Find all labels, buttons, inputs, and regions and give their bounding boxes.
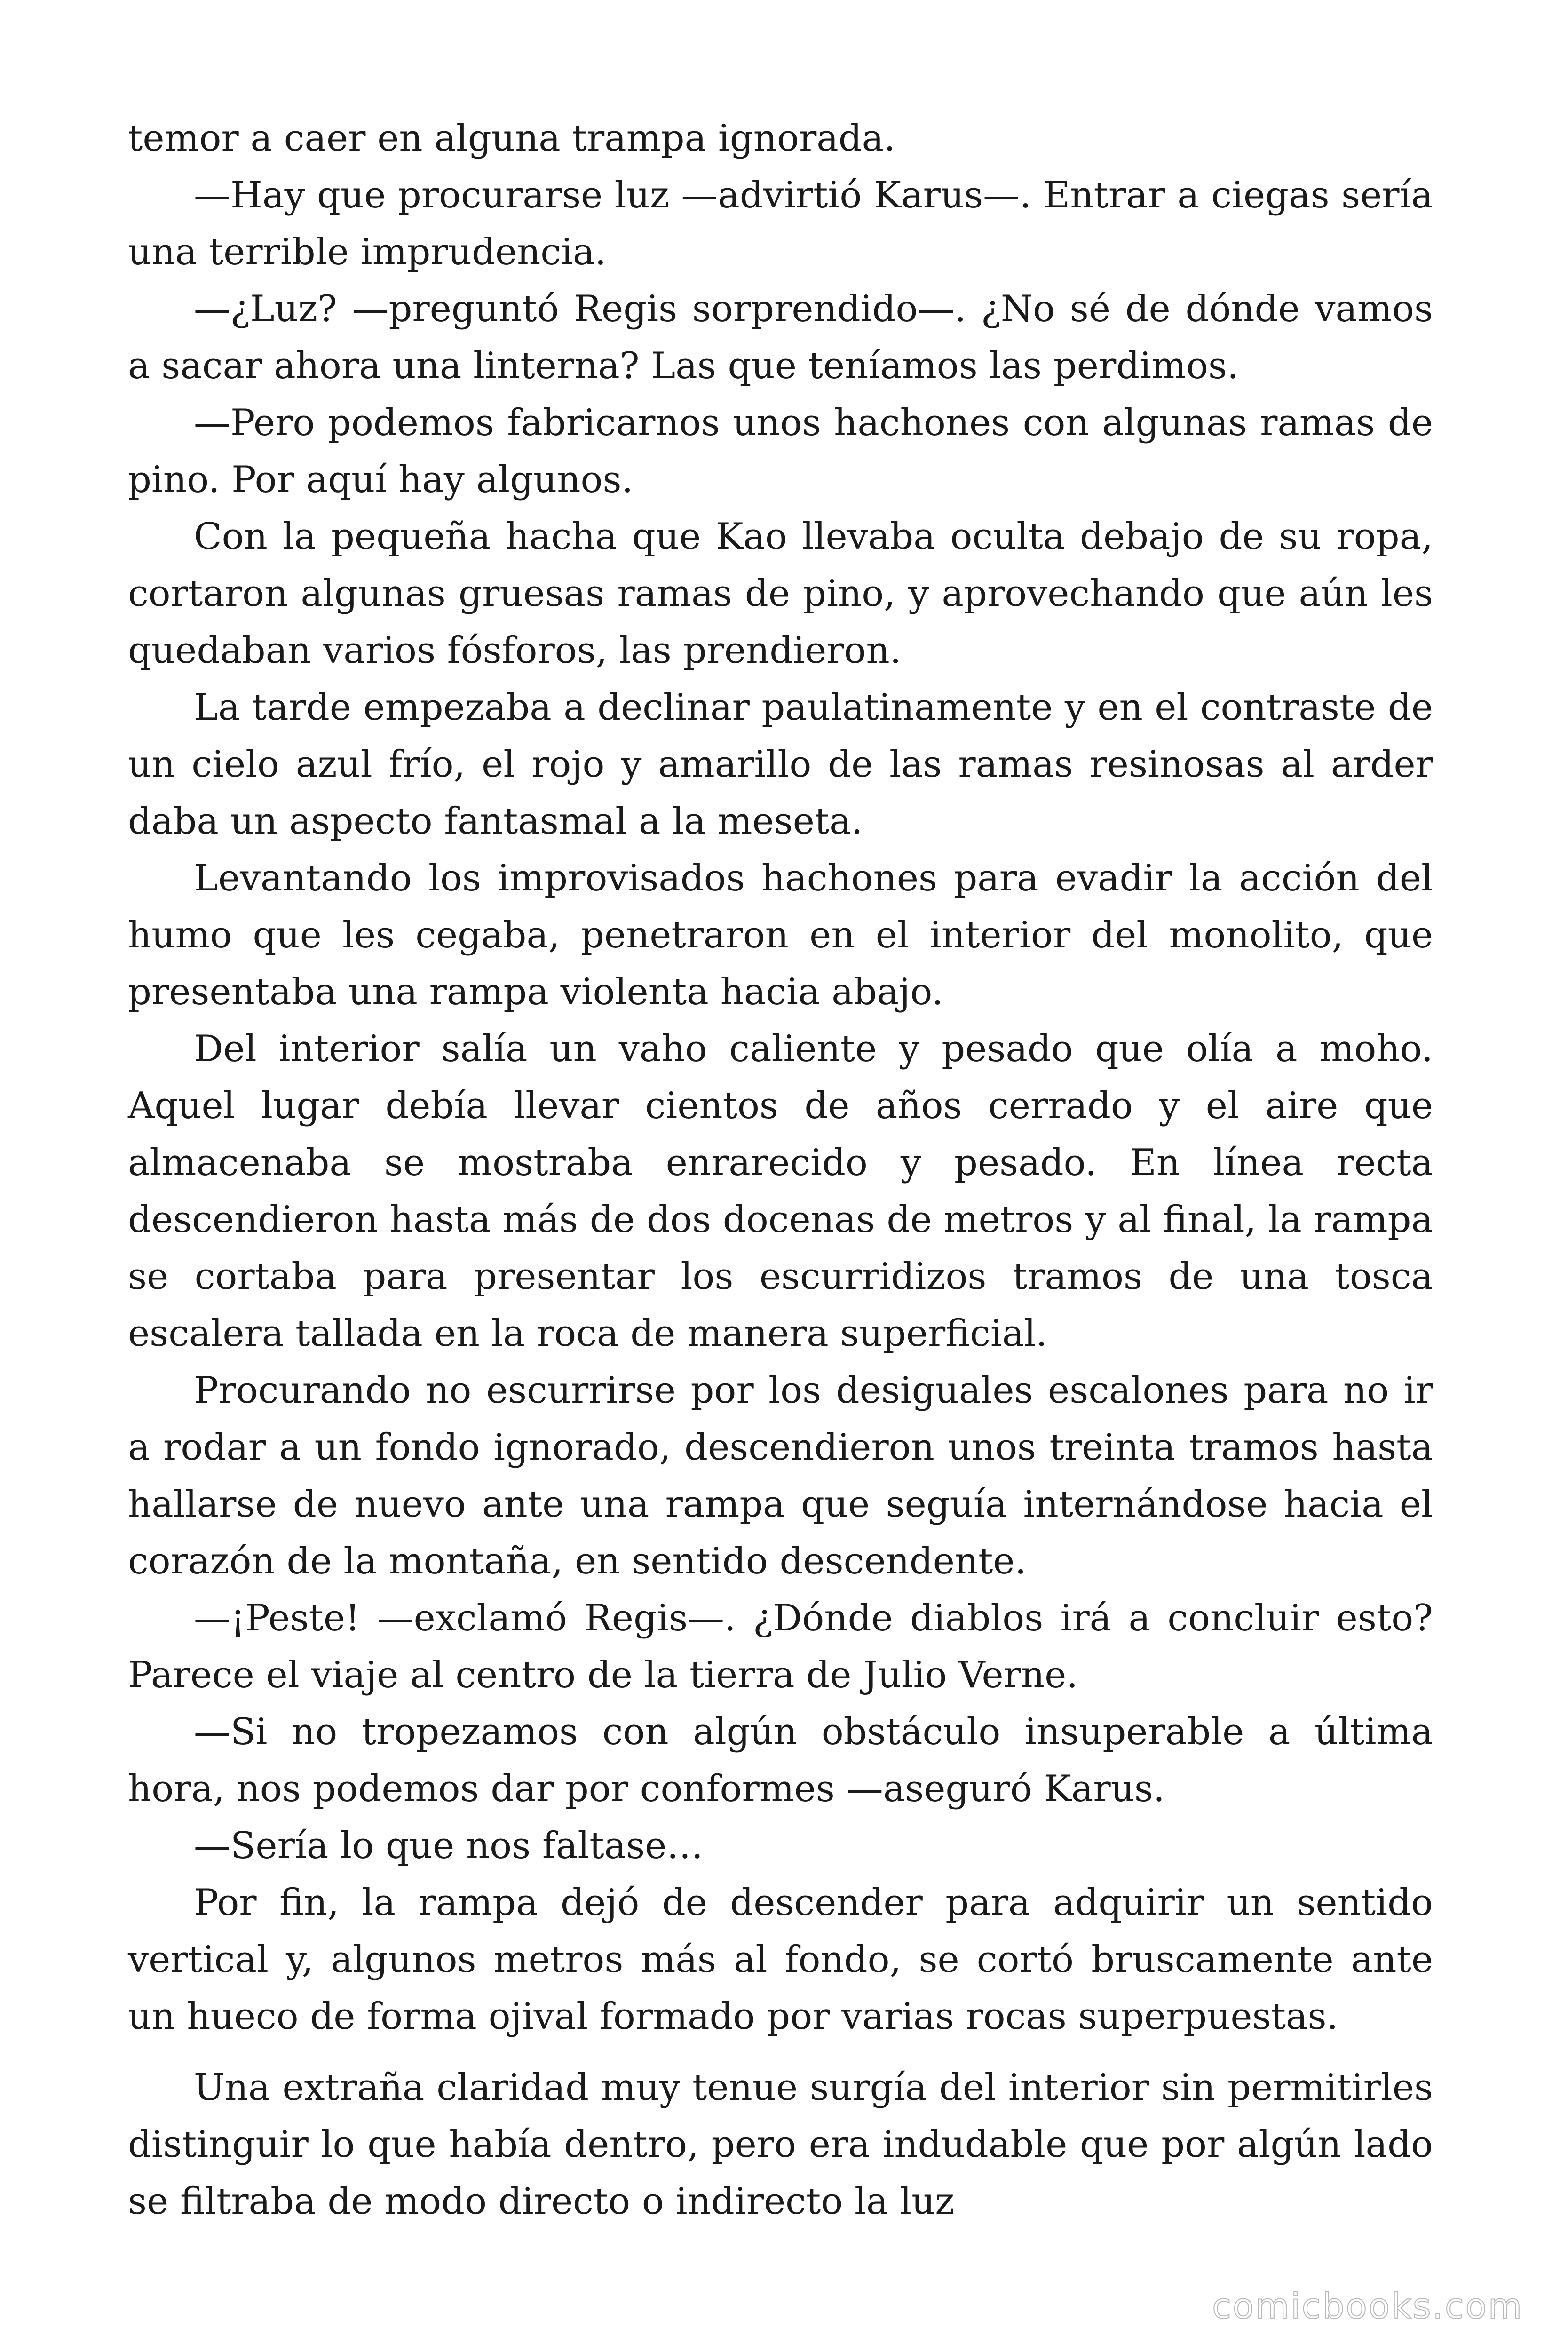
paragraph-13: Por fin, la rampa dejó de descender para adquirir un sentido vertical y, algunos metros más al fondo, se cortó bruscamente ante un hueco de forma ojival formado por varias rocas superpuestas. bbox=[128, 1882, 1433, 2038]
watermark: comicbooks.com bbox=[1212, 2286, 1523, 2327]
body-text bbox=[128, 110, 1433, 2230]
paragraph-3: —¿Luz? —preguntó Regis sorprendido—. ¿No sé de dónde vamos a sacar ahora una linterna? Las que teníamos las perdimos. bbox=[128, 288, 1433, 387]
paragraph-7: Levantando los improvisados hachones para evadir la acción del humo que les cegaba, penetraron en el interior del monolito, que presentaba una rampa violenta hacia abajo. bbox=[128, 857, 1433, 1013]
paragraph-5: Con la pequeña hacha que Kao llevaba oculta debajo de su ropa, cortaron algunas gruesas ramas de pino, y aprovechando que aún les quedaban varios fósforos, las prendieron. bbox=[128, 516, 1433, 672]
paragraph-9: Procurando no escurrirse por los desiguales escalones para no ir a rodar a un fondo ignorado, descendieron unos treinta tramos hasta hallarse de nuevo ante una rampa que seguía internándose hacia el corazón de la montaña, en sentido descendente. bbox=[128, 1369, 1433, 1582]
paragraph-8: Del interior salía un vaho caliente y pesado que olía a moho. Aquel lugar debía llevar cientos de años cerrado y el aire que almacenaba se mostraba enrarecido y pesado. En línea recta descendieron hasta más de dos docenas de metros y al final, la rampa se cortaba para presentar los escurridizos tramos de una tosca escalera tallada en la roca de manera superficial. bbox=[128, 1028, 1433, 1355]
paragraph-14: Una extraña claridad muy tenue surgía del interior sin permitirles distinguir lo que había dentro, pero era indudable que por algún lado se filtraba de modo directo o indirecto la luz bbox=[128, 2066, 1433, 2223]
paragraph-1: temor a caer en alguna trampa ignorada. bbox=[128, 117, 895, 159]
paragraph-11: —Si no tropezamos con algún obstáculo insuperable a última hora, nos podemos dar por conformes —aseguró Karus. bbox=[128, 1711, 1433, 1810]
paragraph-2: —Hay que procurarse luz —advirtió Karus—. Entrar a ciegas sería una terrible imprudencia. bbox=[128, 174, 1433, 273]
paragraph-6: La tarde empezaba a declinar paulatinamente y en el contraste de un cielo azul frío, el rojo y amarillo de las ramas resinosas al arder daba un aspecto fantasmal a la meseta. bbox=[128, 686, 1433, 842]
paragraph-4: —Pero podemos fabricarnos unos hachones con algunas ramas de pino. Por aquí hay algunos. bbox=[128, 402, 1433, 501]
paragraph-10: —¡Peste! —exclamó Regis—. ¿Dónde diablos irá a concluir esto? Parece el viaje al centro de la tierra de Julio Verne. bbox=[128, 1597, 1433, 1696]
paragraph-12: —Sería lo que nos faltase… bbox=[194, 1825, 704, 1867]
